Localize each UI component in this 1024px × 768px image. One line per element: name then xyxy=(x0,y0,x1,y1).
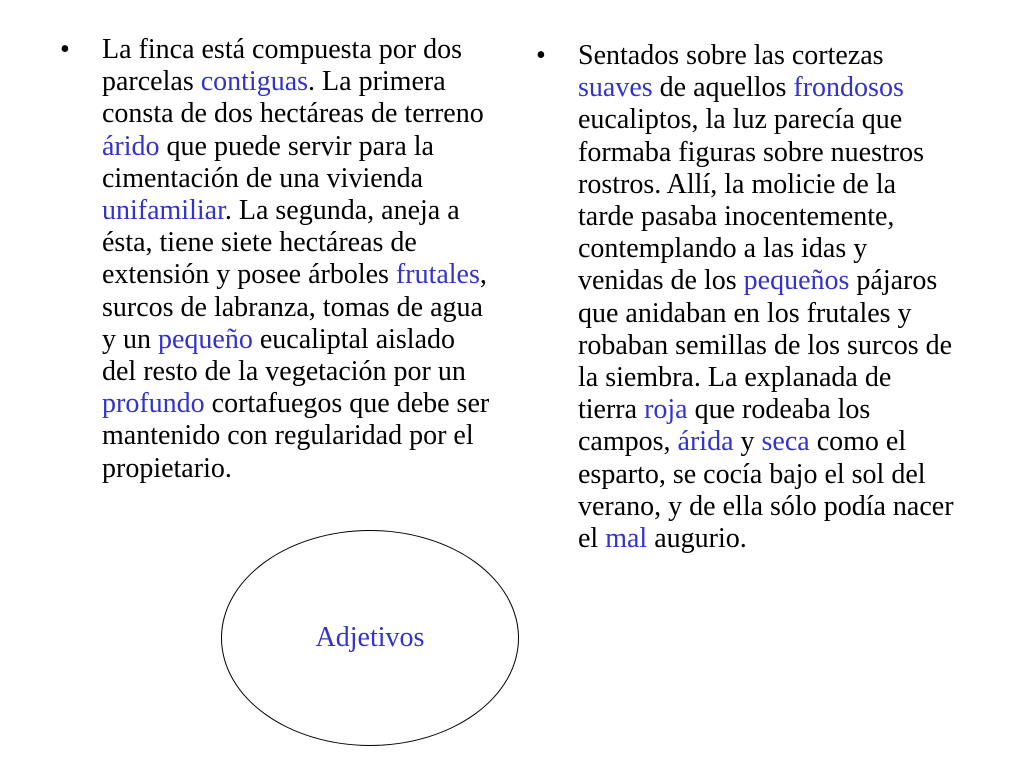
left-paragraph xyxy=(102,34,489,484)
text-segment: y xyxy=(733,426,762,458)
adjective-word: suaves xyxy=(578,72,653,104)
text-segment: pájaros que anidaban en los frutales y robaban semillas de los surcos de la siembra. La explanada de tierra xyxy=(578,265,953,426)
adjective-word: pequeño xyxy=(158,323,253,355)
bullet-marker: • xyxy=(536,40,546,71)
text-segment: La finca está compuesta por dos parcelas xyxy=(102,34,462,98)
left-text-column xyxy=(60,34,490,485)
text-segment: de aquellos xyxy=(652,72,794,104)
adjective-word: frondosos xyxy=(793,72,904,104)
right-paragraph xyxy=(578,40,954,554)
adjective-word: árida xyxy=(677,426,734,458)
adjective-word: frutales xyxy=(395,259,480,291)
text-segment: . La primera consta de dos hectáreas de terreno xyxy=(102,66,484,130)
adjectives-callout-ellipse xyxy=(221,530,519,746)
text-segment: que puede servir para la cimentación de una vivienda xyxy=(102,130,434,194)
left-bullet-item xyxy=(60,34,490,485)
adjective-word: árido xyxy=(102,130,160,162)
text-segment: que rodeaba los campos, xyxy=(578,394,871,458)
text-segment: cortafuegos que debe ser mantenido con regularidad por el propietario. xyxy=(102,388,490,484)
adjective-word: profundo xyxy=(102,388,205,420)
right-text-column xyxy=(536,40,956,555)
text-segment: eucaliptos, la luz parecía que formaba figuras sobre nuestros rostros. Allí, la molicie de la tarde pasaba inocentemente, contemplando a las idas y venidas de los xyxy=(578,104,925,297)
adjectives-callout-label: Adjetivos xyxy=(315,622,425,653)
adjective-word: roja xyxy=(644,394,688,426)
text-segment: como el esparto, se cocía bajo el sol del verano, y de ella sólo podía nacer el xyxy=(578,426,954,555)
text-segment: , surcos de labranza, tomas de agua y un xyxy=(102,259,487,355)
adjective-word: unifamiliar xyxy=(102,195,225,227)
adjective-word: mal xyxy=(605,523,648,555)
text-segment: Sentados sobre las cortezas xyxy=(578,40,884,71)
right-bullet-item xyxy=(536,40,956,555)
adjective-word: pequeños xyxy=(743,265,850,297)
adjective-word: seca xyxy=(761,426,810,458)
text-segment: augurio. xyxy=(647,523,747,555)
text-segment: . La segunda, aneja a ésta, tiene siete hectáreas de extensión y posee árboles xyxy=(102,195,460,291)
bullet-marker: • xyxy=(60,34,70,65)
text-segment: eucaliptal aislado del resto de la vegetación por un xyxy=(102,323,466,388)
adjective-word: contiguas xyxy=(200,66,309,98)
